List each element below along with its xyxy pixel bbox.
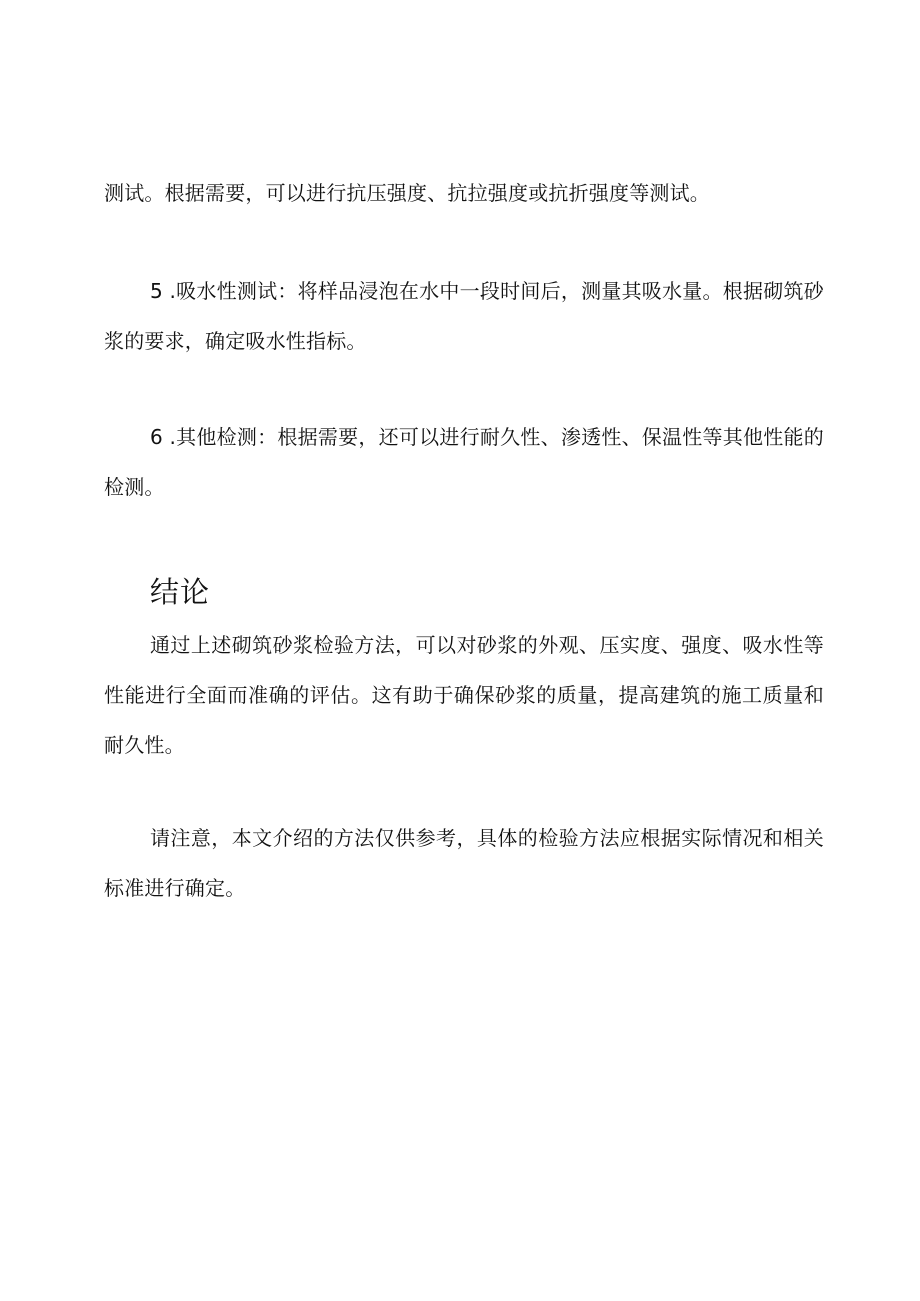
paragraph-water-absorption-test: 5 .吸水性测试：将样品浸泡在水中一段时间后，测量其吸水量。根据砌筑砂浆的要求，确定吸水性指标。 xyxy=(104,279,824,353)
paragraph-test-continuation: 测试。根据需要，可以进行抗压强度、抗拉强度或抗折强度等测试。 xyxy=(104,181,710,205)
conclusion-paragraph: 通过上述砌筑砂浆检验方法，可以对砂浆的外观、压实度、强度、吸水性等性能进行全面而准确的评估。这有助于确保砂浆的质量，提高建筑的施工质量和耐久性。 xyxy=(104,633,824,757)
conclusion-heading: 结论 xyxy=(150,575,211,609)
paragraph-other-tests: 6 .其他检测：根据需要，还可以进行耐久性、渗透性、保温性等其他性能的检测。 xyxy=(104,425,824,499)
note-paragraph: 请注意，本文介绍的方法仅供参考，具体的检验方法应根据实际情况和相关标准进行确定。 xyxy=(104,826,824,900)
